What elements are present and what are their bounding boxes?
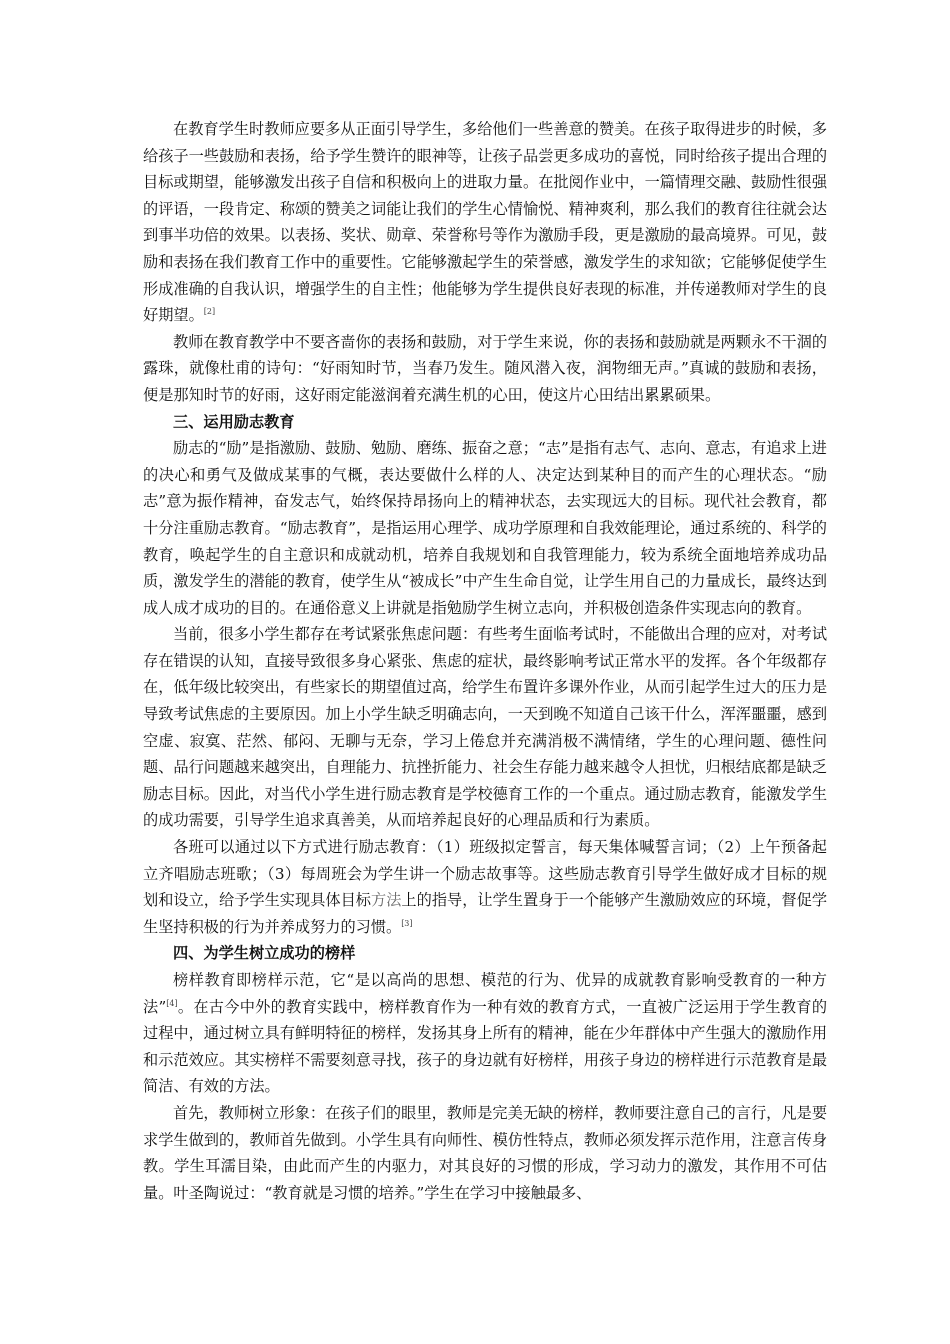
paragraph-teacher-image: 首先，教师树立形象：在孩子们的眼里，教师是完美无缺的榜样，教师要注意自己的言行，凡是要求学生做到的，教师首先做到。小学生具有向师性、模仿性特点，教师必须发挥示范作用，注意言传身教。学生耳濡目染，由此而产生的内驱力，对其良好的习惯的形成，学习动力的激发，其作用不可估量。叶圣陶说过：“教育就是习惯的培养。”学生在学习中接触最多、	[143, 1103, 827, 1202]
citation-4: [4]	[166, 998, 178, 1008]
section-heading-3: 三、运用励志教育	[173, 412, 295, 431]
paragraph-encouragement-poem: 教师在教育教学中不要吝啬你的表扬和鼓励，对于学生来说，你的表扬和鼓励就是两颗永不干涸的露珠，就像杜甫的诗句：“好雨知时节，当春乃发生。随风潜入夜，润物细无声。”真诚的鼓励和表扬，便是那知时节的好雨，这好雨定能滋润着充满生机的心田，使这片心田结出累累硕果。	[143, 332, 827, 404]
paragraph-exam-anxiety: 当前，很多小学生都存在考试紧张焦虑问题：有些考生面临考试时，不能做出合理的应对，对考试存在错误的认知，直接导致很多身心紧张、焦虑的症状，最终影响考试正常水平的发挥。各个年级都存在，低年级比较突出，有些家长的期望值过高，给学生布置许多课外作业，从而引起学生过大的压力是导致考试焦虑的主要原因。加上小学生缺乏明确志向，一天到晚不知道自己该干什么，浑浑噩噩，感到空虚、寂寞、茫然、郁闷、无聊与无奈，学习上倦怠并充满消极不满情绪，学生的心理问题、德性问题、品行问题越来越突出，自理能力、抗挫折能力、社会生存能力越来越令人担忧，归根结底都是缺乏励志目标。因此，对当代小学生进行励志教育是学校德育工作的一个重点。通过励志教育，能激发学生的成功需要，引导学生追求真善美，从而培养起良好的心理品质和行为素质。	[143, 625, 827, 830]
citation-2: [2]	[203, 307, 216, 317]
document-body	[143, 116, 827, 1206]
paragraph-role-model-education: 榜样教育即榜样示范，它“是以高尚的思想、模范的行为、优异的成就教育影响受教育的一种方法”[4]。在古今中外的教育实践中，榜样教育作为一种有效的教育方式，一直被广泛运用于学生教育的过程中，通过树立具有鲜明特征的榜样，发扬其身上所有的精神，能在少年群体中产生强大的激励作用和示范效应。其实榜样不需要刻意寻找，孩子的身边就有好榜样，用孩子身边的榜样进行示范教育是最简洁、有效的方法。	[143, 971, 828, 1096]
paragraph-inspiration-definition: 励志的“励”是指激励、鼓励、勉励、磨练、振奋之意；“志”是指有志气、志向、意志，有追求上进的决心和勇气及做成某事的气概，表达要做什么样的人、决定达到某种目的而产生的心理状态。“励志”意为振作精神，奋发志气，始终保持昂扬向上的精神状态，去实现远大的目标。现代社会教育，都十分注重励志教育。“励志教育”，是指运用心理学、成功学原理和自我效能理论，通过系统的、科学的教育，唤起学生的自主意识和成就动机，培养自我规划和自我管理能力，较为系统全面地培养成功品质，激发学生的潜能的教育，使学生从“被成长”中产生生命自觉，让学生用自己的力量成长，最终达到成人成才成功的目的。在通俗意义上讲就是指勉励学生树立志向，并积极创造条件实现志向的教育。	[143, 439, 827, 617]
paragraph-praise-guidance: 在教育学生时教师应要多从正面引导学生，多给他们一些善意的赞美。在孩子取得进步的时候，多给孩子一些鼓励和表扬，给予学生赞许的眼神等，让孩子品尝更多成功的喜悦，同时给孩子提出合理的目标或期望，能够激发出孩子自信和积极向上的进取力量。在批阅作业中，一篇情理交融、鼓励性很强的评语，一段肯定、称颂的赞美之词能让我们的学生心情愉悦、精神爽利，那么我们的教育往往就会达到事半功倍的效果。以表扬、奖状、勋章、荣誉称号等作为激励手段，更是激励的最高境界。可见，鼓励和表扬在我们教育工作中的重要性。它能够激起学生的荣誉感，激发学生的求知欲；它能够促使学生形成准确的自我认识，增强学生的自主性；他能够为学生提供良好表现的标准，并传递教师对学生的良好期望。[2]	[143, 120, 827, 325]
citation-3: [3]	[401, 918, 413, 928]
section-heading-4: 四、为学生树立成功的榜样	[173, 944, 356, 963]
paragraph-class-methods: 各班可以通过以下方式进行励志教育：（1）班级拟定誓言，每天集体喊誓言词；（2）上午预备起立齐唱励志班歌；（3）每周班会为学生讲一个励志故事等。这些励志教育引导学生做好成才目标的规划和设立，给予学生实现具体目标方法上的指导，让学生置身于一个能够产生激励效应的环境，督促学生坚持积极的行为并养成努力的习惯。[3]	[143, 838, 828, 936]
